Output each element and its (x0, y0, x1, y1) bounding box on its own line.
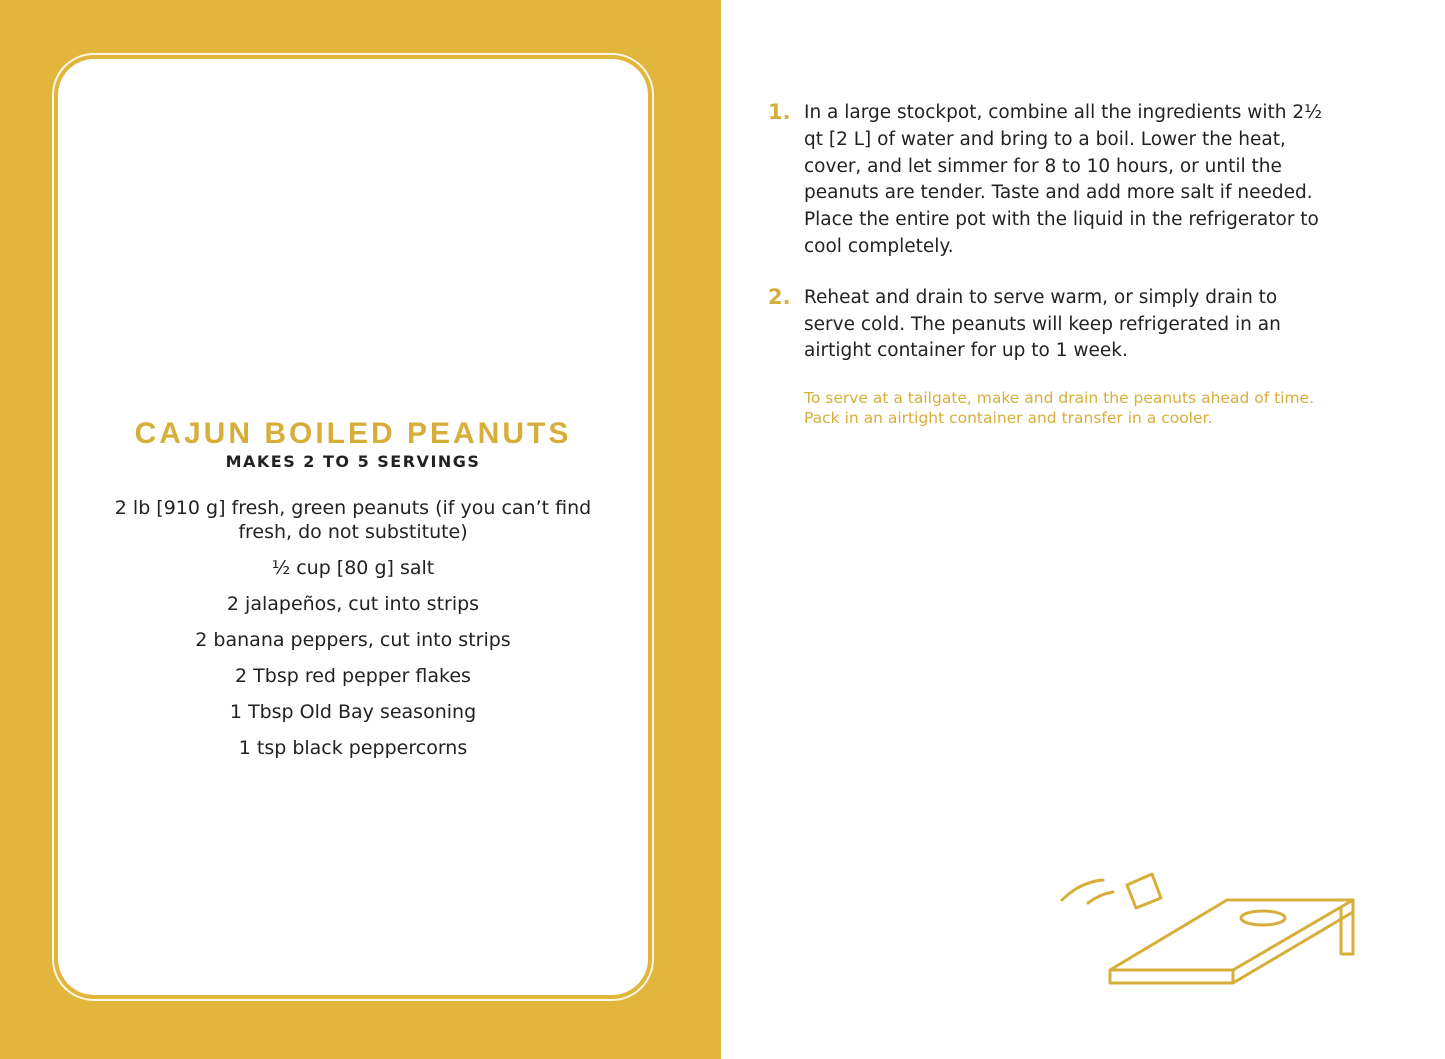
ingredients-list (98, 496, 608, 772)
step-text: In a large stockpot, combine all the ingredients with 2½ qt [2 L] of water and bring to a boil. Lower the heat, cover, and let simmer for 8 to 10 hours, or until the peanuts are tender. Taste and add more salt if needed. Place the entire pot with the liquid in the refrigerator to cool completely. (804, 102, 1323, 257)
ingredient-item: 1 tsp black peppercorns (238, 737, 468, 759)
step-number: 2. (768, 284, 791, 309)
recipe-servings: MAKES 2 TO 5 SERVINGS (225, 452, 481, 471)
cornhole-board-icon (1055, 860, 1365, 990)
instructions-list (768, 100, 1328, 389)
tip-note: To serve at a tailgate, make and drain the peanuts ahead of time. Pack in an airtight container and transfer in a cooler. (804, 389, 1315, 427)
step-number: 1. (768, 100, 791, 124)
recipe-title: CAJUN BOILED PEANUTS (134, 417, 572, 450)
ingredients-card (58, 59, 648, 995)
step-text: Reheat and drain to serve warm, or simply drain to serve cold. The peanuts will keep refrigerated in an airtight container for up to 1 week. (804, 286, 1281, 362)
ingredient-item: 2 jalapeños, cut into strips (226, 593, 480, 615)
ingredient-item: 2 lb [910 g] fresh, green peanuts (if you can’t find fresh, do not substitute) (114, 497, 592, 543)
instruction-step (768, 100, 1328, 261)
ingredient-item: 2 Tbsp red pepper flakes (235, 665, 471, 687)
ingredient-item: 2 banana peppers, cut into strips (195, 629, 511, 651)
instruction-step (768, 285, 1328, 365)
ingredient-item: ½ cup [80 g] salt (271, 557, 435, 579)
ingredient-item: 1 Tbsp Old Bay seasoning (229, 701, 477, 723)
